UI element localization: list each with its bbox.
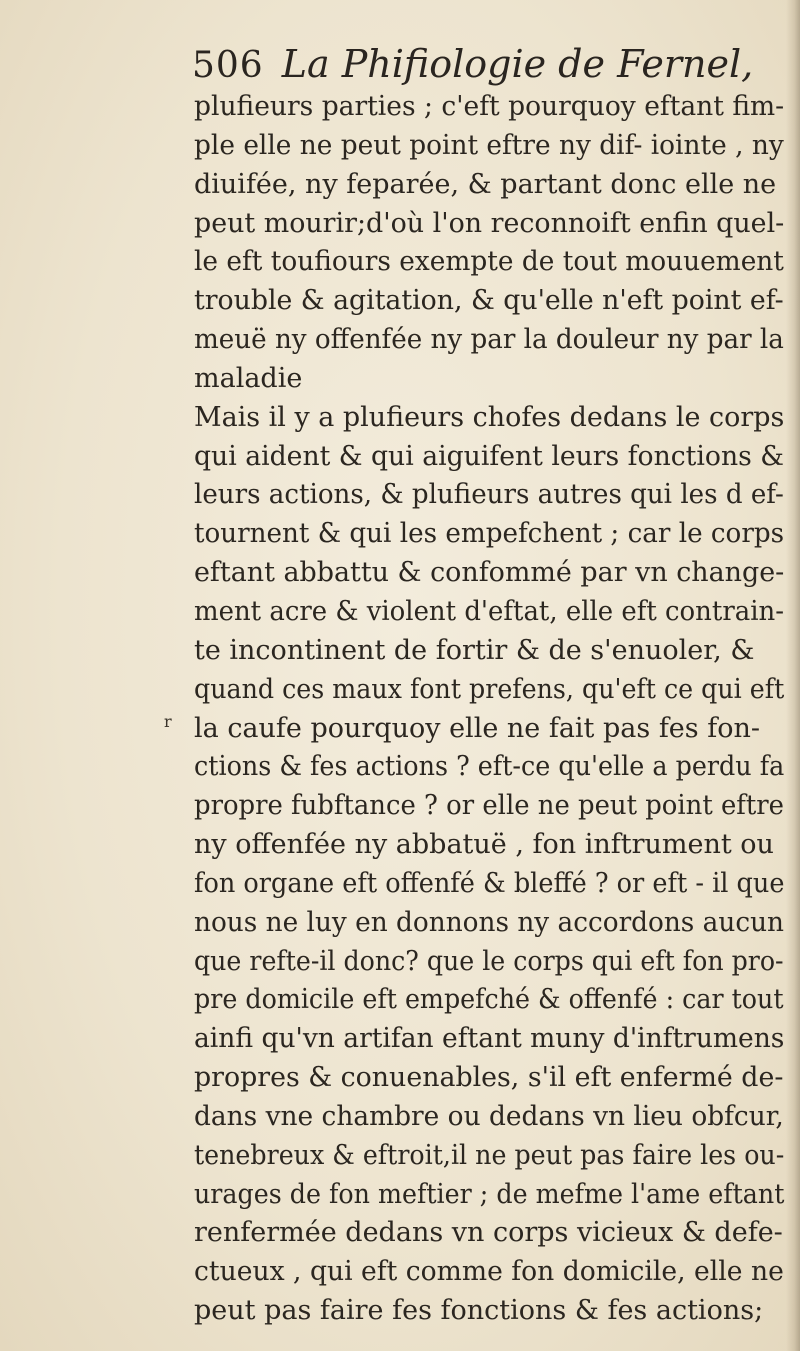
text-line: ainfi qu'vn artifan eftant muny d'inftrumens [194, 1023, 785, 1055]
text-line: nous ne luy en donnons ny accordons aucun [194, 906, 784, 938]
text-line: meuë ny offenfée ny par la douleur ny par la [194, 324, 784, 356]
page-number: 506 [192, 45, 264, 86]
text-line: eftant abbattu & confommé par vn change- [194, 557, 785, 589]
text-line: pre domicile eft empefché & offenfé : car tout [194, 984, 784, 1016]
text-line: propres & conuenables, s'il eft enfermé de- [194, 1062, 784, 1094]
text-line: ctions & fes actions ? eft-ce qu'elle a perdu fa [194, 751, 785, 783]
text-line: renfermée dedans vn corps vicieux & defe- [194, 1217, 783, 1249]
text-line: tenebreux & eftroit,il ne peut pas faire les ou- [194, 1139, 785, 1171]
text-line: qui aident & qui aiguifent leurs fonctions & [194, 440, 784, 472]
text-line: leurs actions, & plufieurs autres qui les d ef- [194, 479, 784, 511]
text-line: que refte-il donc? que le corps qui eft fon pro- [194, 945, 784, 977]
text-line: te incontinent de fortir & de s'enuoler, & [194, 634, 755, 666]
text-line: Mais il y a plufieurs chofes dedans le corps [194, 401, 785, 433]
text-line: la caufe pourquoy elle ne fait pas fes fon- [194, 712, 760, 744]
text-line: propre fubftance ? or elle ne peut point eftre [194, 790, 785, 822]
text-line: urages de fon meftier ; de mefme l'ame eftant [194, 1178, 785, 1210]
text-line: diuifée, ny feparée, & partant donc elle ne [194, 168, 777, 200]
text-line: ny offenfée ny abbatuë , fon inftrument ou [194, 829, 774, 861]
text-line: dans vne chambre ou dedans vn lieu obfcur, [194, 1100, 784, 1132]
margin-mark: r [164, 712, 172, 731]
text-line: le eft toufiours exempte de tout mouuement [194, 246, 784, 278]
text-line: quand ces maux font prefens, qu'eft ce qui eft [194, 673, 785, 705]
body-text [194, 88, 784, 1331]
text-line: trouble & agitation, & qu'elle n'eft point ef- [194, 285, 784, 317]
text-line: ple elle ne peut point eftre ny dif- iointe , ny [194, 129, 784, 161]
text-line: tournent & qui les empefchent ; car le corps [194, 518, 785, 550]
text-line: peut pas faire fes fonctions & fes actions; [194, 1295, 764, 1327]
page-edge-shadow [786, 0, 800, 1351]
text-line: maladie [194, 362, 303, 394]
text-line: ment acre & violent d'eftat, elle eft contrain- [194, 595, 784, 627]
running-title: La Phifiologie de Fernel, [281, 42, 754, 86]
text-line: ctueux , qui eft comme fon domicile, elle ne [194, 1256, 784, 1288]
text-line: plufieurs parties ; c'eft pourquoy eftant fim- [194, 91, 785, 122]
text-line: peut mourir;d'où l'on reconnoift enfin quel- [194, 207, 785, 239]
text-line: fon organe eft offenfé & bleffé ? or eft - il que [194, 867, 785, 899]
